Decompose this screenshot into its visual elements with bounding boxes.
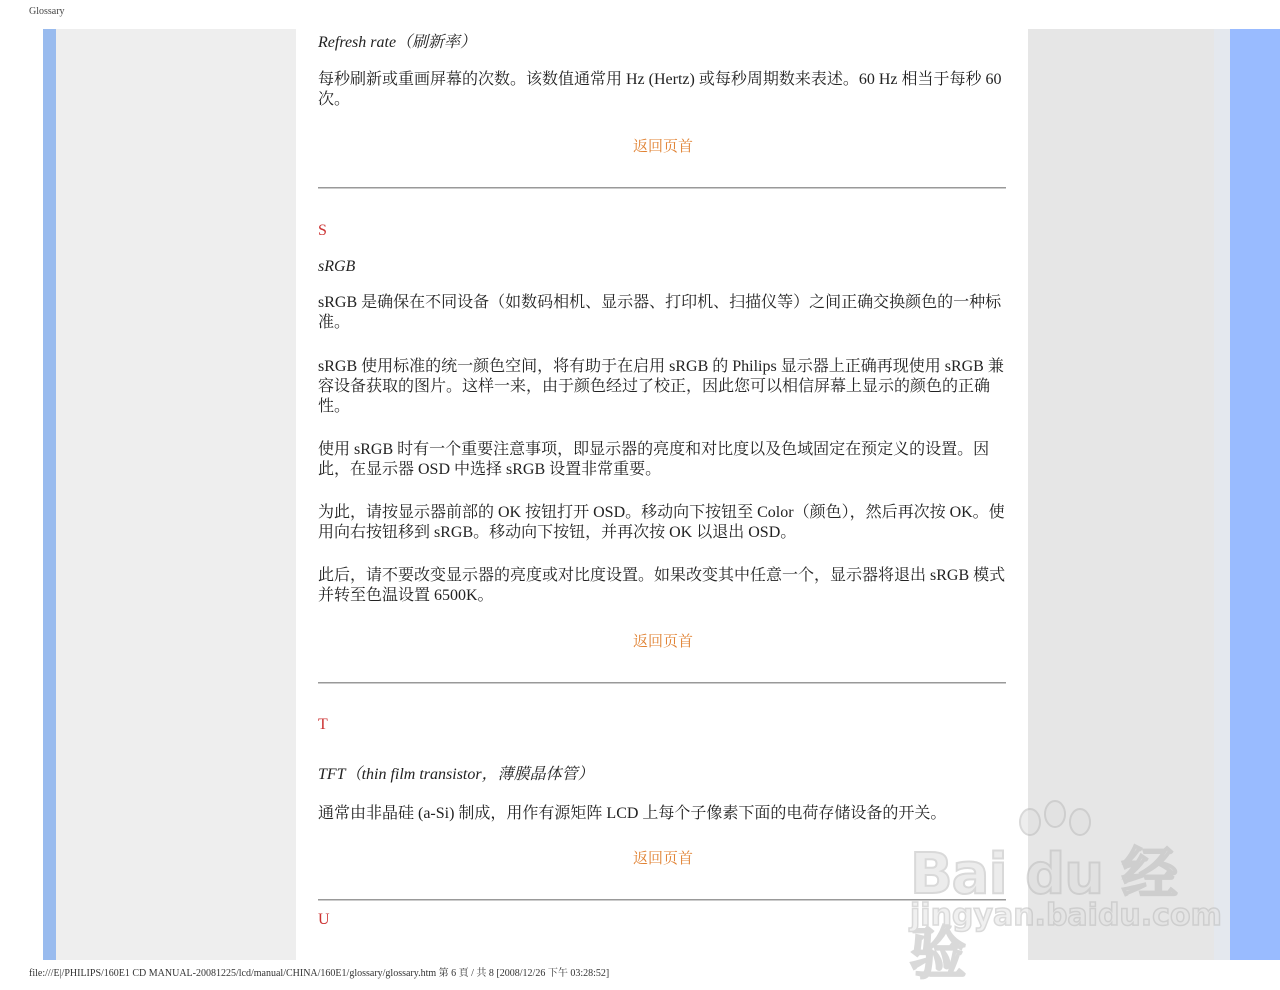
back-to-top-link-3[interactable]: 返回页首 bbox=[632, 851, 693, 867]
term-refresh-rate: Refresh rate（刷新率） bbox=[318, 34, 477, 51]
desc-srgb-1: sRGB 是确保在不同设备（如数码相机、显示器、打印机、扫描仪等）之间正确交换颜色的一种标准。 bbox=[318, 294, 1002, 331]
divider-1 bbox=[318, 187, 1006, 189]
watermark-sub: jingyan.baidu.com bbox=[910, 898, 1222, 933]
right-gutter bbox=[1214, 29, 1230, 960]
term-tft: TFT（thin film transistor，薄膜晶体管） bbox=[318, 766, 594, 783]
print-footer-path: file:///E|/PHILIPS/160E1 CD MANUAL-20081225/lcd/manual/CHINA/160E1/glossary/glossary.htm 第 6 頁 / 共 8 [2008/12/26 下午 03:28:52] bbox=[29, 968, 610, 979]
print-header-title: Glossary bbox=[29, 6, 65, 17]
desc-refresh-rate: 每秒刷新或重画屏幕的次数。该数值通常用 Hz (Hertz) 或每秒周期数来表述。60 Hz 相当于每秒 60 次。 bbox=[318, 71, 1002, 108]
desc-srgb-2: sRGB 使用标准的统一颜色空间，将有助于在启用 sRGB 的 Philips 显示器上正确再现使用 sRGB 兼容设备获取的图片。这样一来，由于颜色经过了校正，因此您可以相信屏幕上显示的颜色的正确性。 bbox=[318, 358, 1004, 415]
watermark-brand: Bai du 经验 bbox=[910, 842, 1177, 987]
left-color-bar bbox=[43, 29, 56, 960]
desc-srgb-4: 为此，请按显示器前部的 OK 按钮打开 OSD。移动向下按钮至 Color（颜色），然后再次按 OK。使用向右按钮移到 sRGB。移动向下按钮，并再次按 OK 以退出 OSD。 bbox=[318, 504, 1005, 541]
term-srgb: sRGB bbox=[318, 258, 356, 275]
desc-srgb-5: 此后，请不要改变显示器的亮度或对比度设置。如果改变其中任意一个，显示器将退出 sRGB 模式并转至色温设置 6500K。 bbox=[318, 567, 1006, 604]
letter-heading-t: T bbox=[318, 716, 328, 733]
desc-srgb-3: 使用 sRGB 时有一个重要注意事项，即显示器的亮度和对比度以及色域固定在预定义的设置。因此，在显示器 OSD 中选择 sRGB 设置非常重要。 bbox=[318, 441, 990, 478]
back-to-top-link-1[interactable]: 返回页首 bbox=[632, 139, 693, 155]
desc-tft: 通常由非晶硅 (a-Si) 制成，用作有源矩阵 LCD 上每个子像素下面的电荷存储设备的开关。 bbox=[318, 805, 947, 822]
right-color-bar bbox=[1230, 29, 1280, 960]
baidu-jingyan-watermark bbox=[905, 800, 1222, 987]
divider-2 bbox=[318, 682, 1006, 684]
letter-heading-s: S bbox=[318, 222, 327, 239]
back-to-top-link-2[interactable]: 返回页首 bbox=[632, 634, 693, 650]
divider-3 bbox=[318, 899, 1006, 901]
letter-heading-u: U bbox=[318, 911, 330, 928]
